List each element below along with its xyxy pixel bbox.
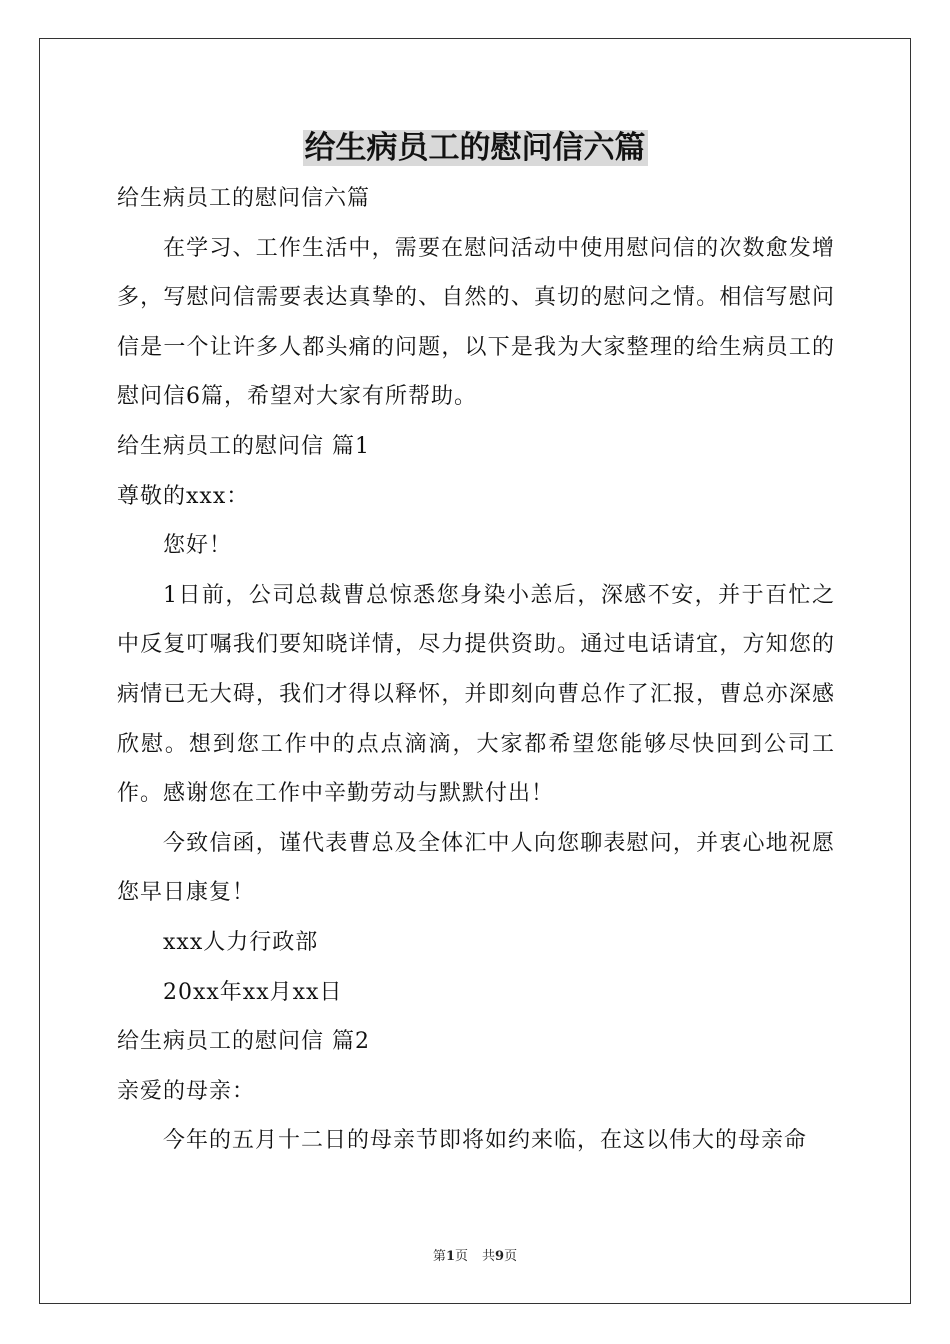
document-title-text: 给生病员工的慰问信六篇 [304,130,646,166]
total-suffix: 页 [504,1249,518,1264]
paragraph: 在学习、工作生活中，需要在慰问活动中使用慰问信的次数愈发增多，写慰问信需要表达真挚的、自然的、真切的慰问之情。相信写慰问信是一个让许多人都头痛的问题，以下是我为大家整理的给生病员工的慰问信6篇，希望对大家有所帮助。 [117,235,835,410]
paragraph: 今致信函，谨代表曹总及全体汇中人向您聊表慰问，并衷心地祝愿您早日康复！ [117,830,835,906]
current-page-number: 1 [445,1249,455,1264]
paragraph: 亲爱的母亲： [117,1078,256,1104]
total-prefix: 共 [482,1249,496,1264]
paragraph: 1日前，公司总裁曹总惊悉您身染小恙后，深感不安，并于百忙之中反复叮嘱我们要知晓详情，尽力提供资助。通过电话请宜，方知您的病情已无大碍，我们才得以释怀，并即刻向曹总作了汇报，曹总亦深感欣慰。想到您工作中的点点滴滴，大家都希望您能够尽快回到公司工作。感谢您在工作中辛勤劳动与默默付出！ [117,582,835,807]
document-body [117,174,835,1166]
page-prefix: 第 [432,1249,446,1264]
paragraph: 今年的五月十二日的母亲节即将如约来临，在这以伟大的母亲命 [163,1128,808,1154]
page-suffix: 页 [454,1249,468,1264]
paragraph: 给生病员工的慰问信 篇1 [117,433,370,459]
page-footer [0,1247,950,1267]
paragraph: 尊敬的xxx： [117,483,250,509]
paragraph: 给生病员工的慰问信六篇 [117,186,371,211]
paragraph: 您好！ [163,533,233,559]
paragraph: 给生病员工的慰问信 篇2 [117,1029,370,1055]
paragraph: xxx人力行政部 [163,929,319,955]
paragraph: 20xx年xx月xx日 [163,979,343,1005]
document-title [0,126,950,170]
total-pages-number: 9 [495,1249,505,1264]
